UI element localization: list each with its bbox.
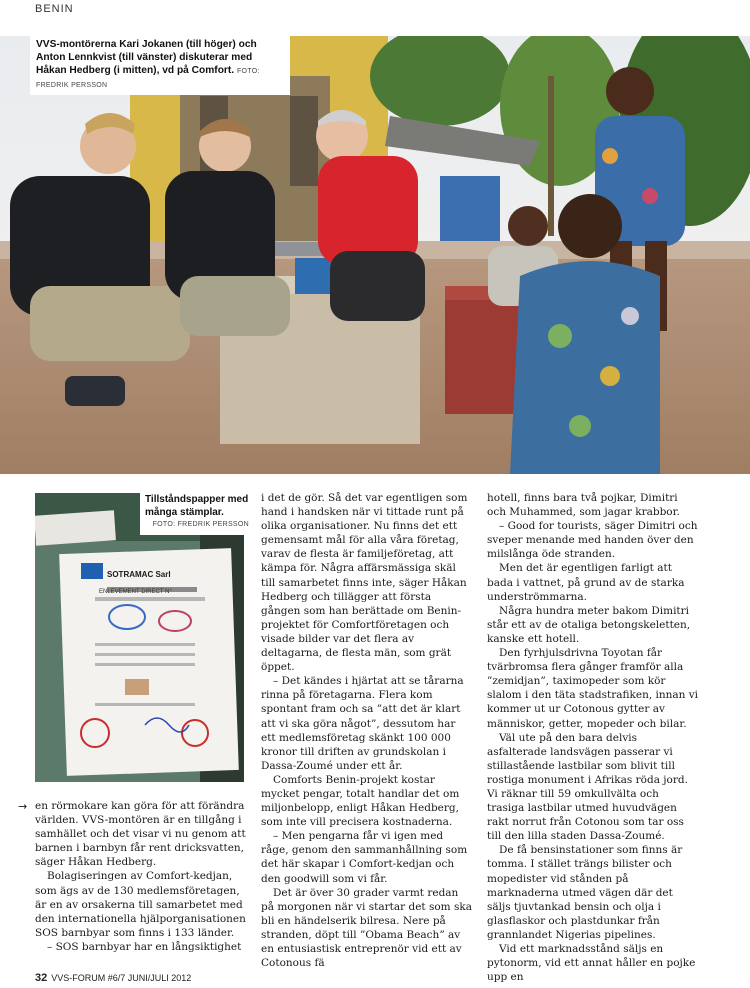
column-3-paragraph: De få bensinstationer som finns är tomma. I stället trängs bilister och mopedister vid stånden på marknaderna utmed vägen där det säljs tjuvtankad bensin och olja i glasflaskor och plastdunkar från grannlandet Nigerias pipelines. (487, 844, 683, 941)
column-2-paragraph: i det de gör. Så det var egentligen som hand i handsken när vi tittade runt på olika organisationer. Nu finns det ett gemensamt mål för alla våra företag, varav de flesta är familjeföretag, att kämpa för. Några affärsmässiga skäl till samarbetet finns inte, säger Håkan Hedberg och tillägger att första gången som han berättade om Benin-projektet för Comfortföretagen och visade bilder var det flera av deltagarna, de flesta män, som grät öppet. (261, 492, 468, 674)
column-3-paragraph: Väl ute på den bara delvis asfalterade landsvägen passerar vi stillastående lastbilar som blivit till rostiga monument i Afrikas röda jord. Vi räknar till 59 omkullvälta och trasiga lastbilar utmed huvudvägen rakt norrut från Cotonou som tar oss till den lilla staden Dassa-Zoumé. (487, 731, 688, 843)
arrow-right-icon: → (18, 800, 28, 813)
column-1-paragraph: en rörmokare kan göra för att förändra världen. VVS-montören är en tillgång i samhället och det visar vi nu genom att barnen i barnbyn får rent dricksvatten, säger Håkan Hedberg. (35, 800, 246, 869)
document-photo-credit: FOTO: FREDRIK PERSSON (152, 521, 249, 528)
column-2-paragraph: Comforts Benin-projekt kostar mycket pengar, totalt handlar det om miljonbelopp, enligt Håkan Hedberg, som inte vill precisera kostnaderna. (261, 773, 460, 829)
column-1-paragraph: – SOS barnbyar har en långsiktighet (47, 940, 242, 953)
column-3-paragraph: – Good for tourists, säger Dimitri och sveper menande med handen över den milslånga öde stranden. (487, 520, 698, 561)
document-letterhead: SOTRAMAC Sarl (107, 570, 171, 579)
document-photo-caption-text: Tillståndspapper med många stämplar. (145, 494, 249, 518)
column-1 (35, 799, 247, 954)
page-footer (35, 972, 191, 984)
column-2 (261, 491, 473, 970)
main-photo (0, 36, 750, 474)
main-photo-caption (30, 36, 290, 95)
column-3-paragraph: Den fyrhjulsdrivna Toyotan får tvärbromsa flera gånger framför alla ”zemidjan”, taximopeder som kör slalom i den täta stadstrafiken, innan vi kommer ut ur Cotonous gytter av människor, getter, mopeder och bilar. (487, 647, 699, 730)
document-heading: ENLEVEMENT DIRECT N° (99, 589, 172, 595)
column-3-paragraph: hotell, finns bara två pojkar, Dimitri och Muhammed, som jagar krabbor. (487, 492, 680, 519)
magazine-issue: VVS-FORUM #6/7 JUNI/JULI 2012 (51, 973, 192, 983)
column-3 (487, 491, 699, 984)
column-2-paragraph: – Det kändes i hjärtat att se tårarna rinna på företagarna. Flera kom spontant fram och sa ”att det är klart att vi ska göra något”, dessutom har ett medlemsföretag skänkt 100 000 kronor till driften av grundskolan i Dassa-Zoumé under ett år. (261, 675, 464, 772)
column-3-paragraph: Vid ett marknadsstånd säljs en pytonorm, vid ett annat håller en pojke upp en (487, 943, 696, 984)
main-photo-credit: FOTO: FREDRIK PERSSON (36, 68, 260, 89)
main-photo-caption-text: VVS-montörerna Kari Jokanen (till höger) och Anton Lennkvist (till vänster) diskuterar med Håkan Hedberg (i mitten), vd på Comfort. (36, 39, 257, 76)
section-label: BENIN (35, 3, 74, 15)
document-photo-caption (140, 493, 253, 535)
column-3-paragraph: Men det är egentligen farligt att bada i vattnet, på grund av de starka underströmmarna. (487, 562, 685, 603)
column-1-paragraph: Bolagiseringen av Comfort-kedjan, som ägs av de 130 medlemsföretagen, är en av orsakerna till samarbetet med den internationella hjälporganisationen SOS barnbyar som finns i 133 länder. (35, 870, 246, 939)
column-3-paragraph: Några hundra meter bakom Dimitri står ett av de otaliga betongskeletten, kanske ett hotell. (487, 604, 691, 645)
page-number: 32 (35, 972, 48, 984)
column-2-paragraph: Det är över 30 grader varmt redan på morgonen när vi startar det som ska bli en händelserik bilresa. Nere på stranden, döpt till ”Obama Beach” av en entusiastisk entreprenör vid ett av Cotonous fä (261, 886, 472, 970)
column-2-paragraph: – Men pengarna får vi igen med råge, genom den sammanhållning som det här skapar i Comfort-kedjan och den goodwill som vi får. (261, 830, 468, 885)
document-photo (35, 493, 244, 782)
